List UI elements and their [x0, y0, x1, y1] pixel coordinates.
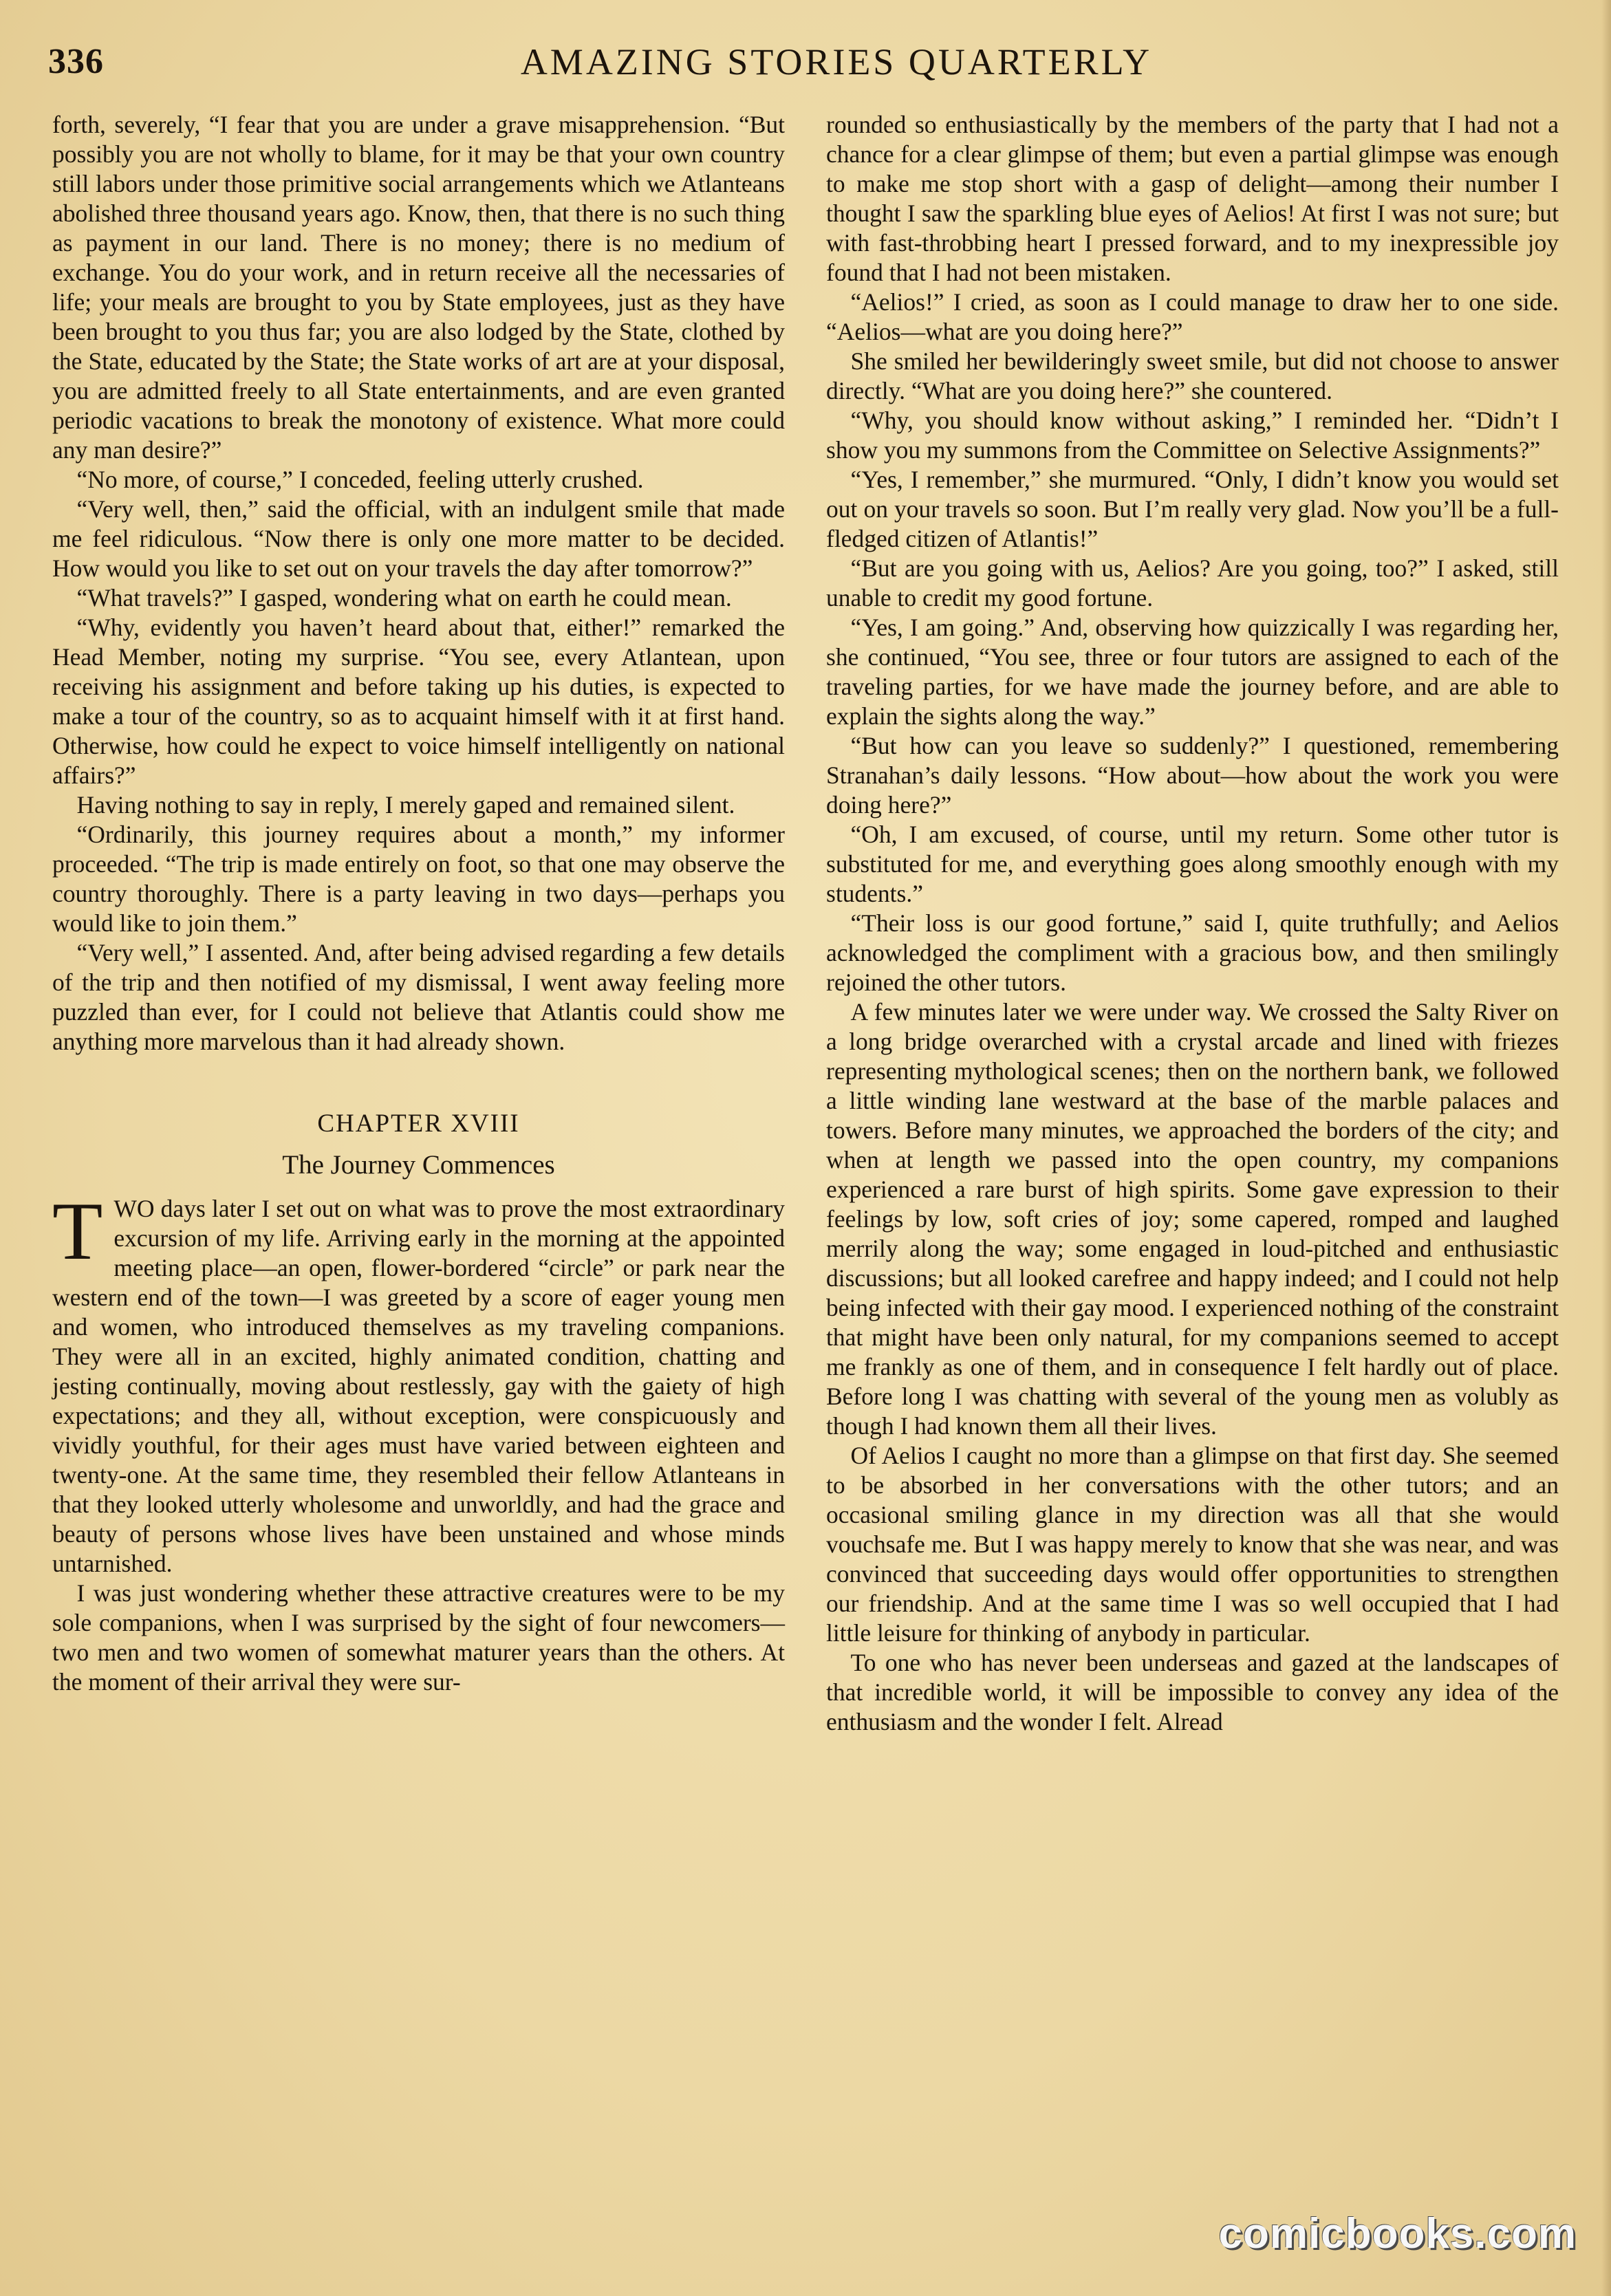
- paragraph: A few minutes later we were under way. We crossed the Salty River on a long bridge overarched with a crystal arcade and lined with friezes representing mythological scenes; then on the northern bank, we followed a little winding lane westward at the base of the marble palaces and towers. Before many minutes, we approached the borders of the city; and when at length we passed into the open country, my companions experienced a rare burst of high spirits. Some gave expression to their feelings by low, soft cries of joy; some capered, romped and laughed merrily along the way; some engaged in loud-pitched and enthusiastic discussions; but all looked carefree and happy indeed; and I could not help being infected with their gay mood. I experienced nothing of the constraint that might have been only natural, for my companions seemed to accept me frankly as one of them, and in consequence I felt hardly out of place. Before long I was chatting with several of the young men as volubly as though I had known them all their lives.: [826, 998, 1559, 1440]
- left-column: [52, 110, 785, 1697]
- paragraph: “What travels?” I gasped, wondering what on earth he could mean.: [76, 584, 732, 611]
- paragraph: forth, severely, “I fear that you are under a grave misapprehension. “But possibly you are not wholly to blame, for it may be that your own country still labors under those primitive social arrangements which we Atlanteans abolished three thousand years ago. Know, then, that there is no such thing as payment in our land. There is no money; there is no medium of exchange. You do your work, and in return receive all the necessaries of life; your meals are brought to you by State employees, just as they have been brought to you thus far; you are also lodged by the State, clothed by the State, educated by the State; the State works of art are at your disposal, you are admitted freely to all State entertainments, and are even granted periodic vacations to break the monotony of existence. What more could any man desire?”: [52, 111, 785, 464]
- chapter-opening-text: WO days later I set out on what was to prove the most extraordinary excursion of my life. Arriving early in the morning at the appointed meeting place—an open, flower-bordered “circle” or park near the western end of the town—I was greeted by a score of eager young men and women, who introduced themselves as my traveling companions. They were all in an excited, highly animated condition, chatting and jesting continually, moving about restlessly, gay with the gaiety of high expectations; and they all, without exception, were conspicuously and vividly youthful, for their ages must have varied between eighteen and twenty-one. At the same time, they resembled their fellow Atlanteans in that they looked utterly wholesome and unworldly, and had the grace and beauty of persons whose lives have been unstained and whose minds untarnished.: [52, 1195, 785, 1577]
- page-header: [48, 38, 1563, 86]
- paragraph: “Ordinarily, this journey requires about a month,” my informer proceeded. “The trip is made entirely on foot, so that one may observe the country thoroughly. There is a party leaving in two days—perhaps you would like to join them.”: [52, 821, 785, 937]
- chapter-heading: [52, 1106, 785, 1184]
- paragraph: “No more, of course,” I conceded, feeling utterly crushed.: [76, 466, 644, 493]
- paragraph: “Why, evidently you haven’t heard about that, either!” remarked the Head Member, noting my surprise. “You see, every Atlantean, upon receiving his assignment and before taking up his duties, is expected to make a tour of the country, so as to acquaint himself with it at first hand. Otherwise, how could he expect to voice himself intelligently on national affairs?”: [52, 614, 785, 789]
- paragraph: rounded so enthusiastically by the members of the party that I had not a chance for a clear glimpse of them; but even a partial glimpse was enough to make me stop short with a gasp of delight—among their number I thought I saw the sparkling blue eyes of Aelios! At first I was not sure; but with fast-throbbing heart I pressed forward, and to my inexpressible joy found that I had not been mistaken.: [826, 111, 1559, 286]
- paragraph: “Very well, then,” said the official, with an indulgent smile that made me feel ridiculous. “Now there is only one more matter to be decided. How would you like to set out on your travels the day after tomorrow?”: [52, 495, 785, 582]
- paragraph: Having nothing to say in reply, I merely gaped and remained silent.: [76, 791, 735, 819]
- paragraph: She smiled her bewilderingly sweet smile, but did not choose to answer directly. “What are you doing here?” she countered.: [826, 347, 1559, 404]
- paragraph: “Very well,” I assented. And, after being advised regarding a few details of the trip and then notified of my dismissal, I went away feeling more puzzled than ever, for I could not believe that Atlantis could show me anything more marvelous than it had already shown.: [52, 939, 785, 1055]
- paragraph: “Yes, I remember,” she murmured. “Only, I didn’t know you would set out on your travels so soon. But I’m really very glad. Now you’ll be a full-fledged citizen of Atlantis!”: [826, 466, 1559, 552]
- drop-cap: T: [52, 1185, 103, 1277]
- paragraph: To one who has never been underseas and gazed at the landscapes of that incredible world, it will be impossible to convey any idea of the enthusiasm and the wonder I felt. Alread: [826, 1649, 1559, 1735]
- paragraph: “Oh, I am excused, of course, until my return. Some other tutor is substituted for me, and everything goes along smoothly enough with my students.”: [826, 821, 1559, 907]
- page-number: 336: [48, 42, 104, 81]
- right-column: [826, 110, 1559, 1737]
- page-edge: [1601, 0, 1611, 2296]
- chapter-title: The Journey Commences: [282, 1150, 555, 1180]
- chapter-opening-paragraph: [52, 1185, 785, 1579]
- paragraph: “But how can you leave so suddenly?” I questioned, remembering Stranahan’s daily lessons. “How about—how about the work you were doing here?”: [826, 732, 1559, 819]
- paragraph: “Aelios!” I cried, as soon as I could manage to draw her to one side. “Aelios—what are you doing here?”: [826, 288, 1559, 345]
- paragraph: “Why, you should know without asking,” I reminded her. “Didn’t I show you my summons from the Committee on Selective Assignments?”: [826, 407, 1559, 464]
- running-title: AMAZING STORIES QUARTERLY: [520, 41, 1153, 83]
- paragraph: “Their loss is our good fortune,” said I, quite truthfully; and Aelios acknowledged the compliment with a gracious bow, and then smilingly rejoined the other tutors.: [826, 909, 1559, 996]
- paragraph: Of Aelios I caught no more than a glimpse on that first day. She seemed to be absorbed in her conversations with the other tutors; and an occasional smiling glance in my direction was all that she would vouchsafe me. But I was happy merely to know that she was near, and was convinced that succeeding days would offer opportunities to strengthen our friendship. And at the same time I was so well occupied that I had little leisure for thinking of anybody in particular.: [826, 1442, 1559, 1647]
- chapter-number: CHAPTER XVIII: [317, 1109, 520, 1138]
- paragraph: I was just wondering whether these attractive creatures were to be my sole companions, when I was surprised by the sight of four newcomers—two men and two women of somewhat maturer years than the others. At the moment of their arrival they were sur-: [52, 1579, 785, 1696]
- paragraph: “Yes, I am going.” And, observing how quizzically I was regarding her, she continued, “You see, three or four tutors are assigned to each of the traveling parties, for we have made the journey before, and are able to explain the sights along the way.”: [826, 614, 1559, 730]
- paragraph: “But are you going with us, Aelios? Are you going, too?” I asked, still unable to credit my good fortune.: [826, 554, 1559, 611]
- watermark: comicbooks.com: [1218, 2210, 1577, 2257]
